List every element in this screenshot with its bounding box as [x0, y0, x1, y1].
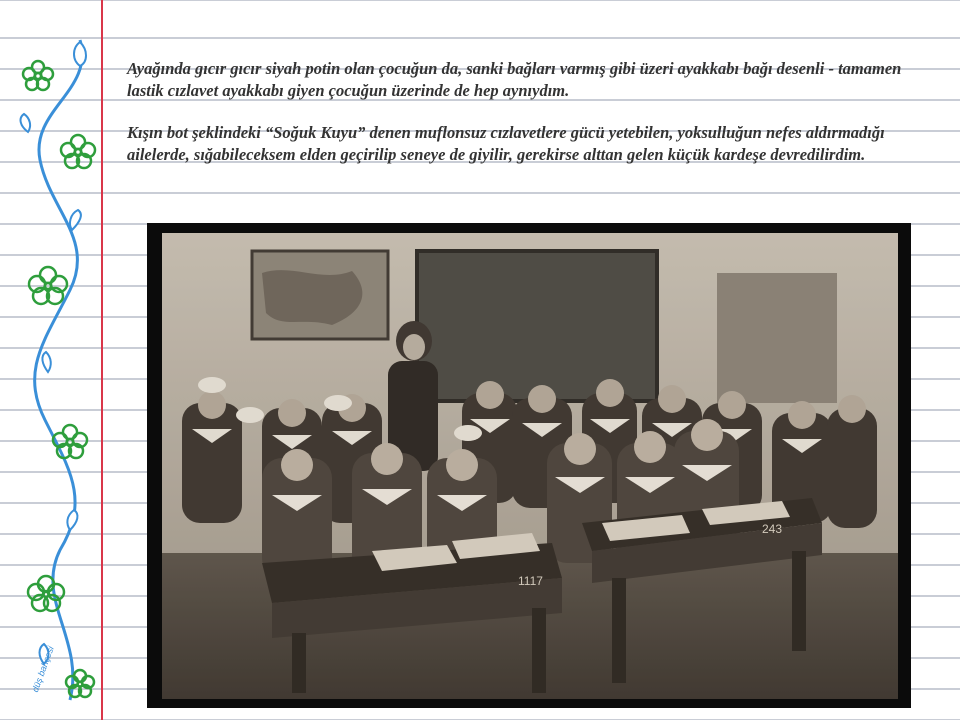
- vine-caption: düş bahçesi: [30, 644, 56, 694]
- margin-line: [101, 0, 103, 720]
- classroom-photo: [162, 233, 898, 699]
- paragraph-1: Ayağında gıcır gıcır siyah potin olan çocuğun da, sanki bağları varmış gibi üzeri ayakkabı bağı desenli - tamamen lastik cızlavet ayakkabı giyen çocuğun üzerinde de hep aynıydım.: [127, 59, 902, 100]
- classroom-photo-illustration: [162, 233, 898, 699]
- flower-icon: [61, 135, 95, 168]
- flower-icon: [53, 425, 87, 458]
- flower-icon: [28, 576, 64, 611]
- flower-icon: [66, 670, 94, 697]
- desk-number-left: 1117: [518, 574, 543, 588]
- story-text: [127, 58, 932, 186]
- paragraph-2: Kışın bot şeklindeki “Soğuk Kuyu” denen muflonsuz cızlavetlere gücü yetebilen, yoksulluğun nefes aldırmadığı ailelerde, sığabileceksem elden geçirilip seneye de giyilir, gerekirse alttan gelen küçük kardeşe devredilirdim.: [127, 123, 885, 164]
- desk-number-right: 243: [762, 522, 783, 536]
- flower-icon: [23, 61, 53, 90]
- flower-icon: [29, 267, 67, 304]
- vine-decoration: [0, 0, 110, 720]
